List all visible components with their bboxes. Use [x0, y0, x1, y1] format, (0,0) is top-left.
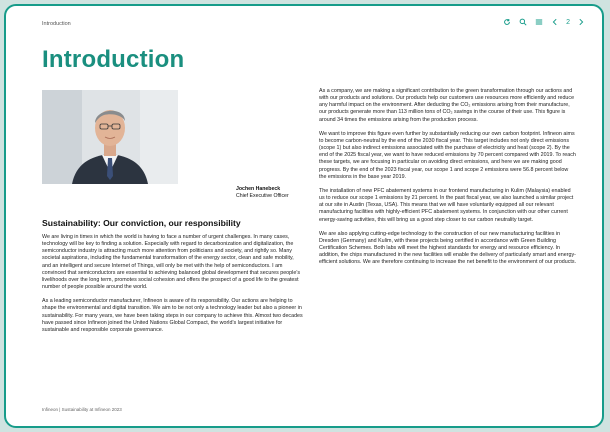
- paragraph: We are living in times in which the world is having to face a number of urgent challenges. In many cases, technology will be key to finding a solution. Especially with regard to decarbonization and digitalization, the semiconductor industry is attracting much more attention from politicians and society, and rightly so. Many societal aspirations, including the fundamental transformation of the energy sector, clean and safe mobility, and an intelligent and secure Internet of Things, will only be met with the help of semiconductors. I am convinced that semiconductors are essential to achieving balanced global development that secures people’s livelihoods over the long term, promotes social cohesion and offers the prospect of a good life to the greatest number of people possible around the world.: [42, 234, 301, 291]
- caption-name: Jochen Hanebeck: [236, 186, 281, 192]
- right-text-column: [319, 88, 577, 273]
- top-navigation: [502, 17, 586, 27]
- paragraph: We are also applying cutting-edge technology to the construction of our new manufacturing facilities in Dresden (Germany) and Kulim, with these projects being certified in accordance with Green Building Certification Schemes. Both labs will meet the highest standards for energy and resource efficiency. In addition, the chips manufactured in the new facilities will enable the delivery of particularly smart and energy-efficient solutions. We are therefore continuing to increase the net benefit to the environment of our products.: [319, 230, 577, 266]
- section-subheading: Sustainability: Our conviction, our responsibility: [42, 218, 241, 228]
- arrow-right-icon[interactable]: [576, 17, 586, 27]
- ceo-portrait-photo: [42, 90, 178, 184]
- page-number: 2: [566, 18, 570, 26]
- photo-caption: [236, 186, 289, 200]
- paragraph: As a leading semiconductor manufacturer, Infineon is aware of its responsibility. Our actions are helping to shape the environmental and digital transition. We aim to be not only a technology leader but also a pioneer in sustainability. For many years, we have been taking steps in our company to achieve this. Almost two decades have passed since Infineon joined the United Nations Global Compact, the world’s largest initiative for sustainable and responsible corporate governance.: [42, 298, 303, 333]
- left-text-column: [42, 234, 304, 341]
- page-footer: Infineon | Sustainability at Infineon 2023: [42, 407, 122, 412]
- page-title: Introduction: [42, 46, 185, 73]
- search-icon[interactable]: [518, 17, 528, 27]
- document-page: [4, 4, 604, 428]
- paragraph: The installation of new PFC abatement systems in our frontend manufacturing in Kulim (Malaysia) enabled us to reduce our scope 1 emissions by 21 percent. In the past fiscal year, we also launched a similar project at our site in Austin (Texas, USA). This means that we will have voluntarily equipped all our relevant manufacturing facilities with highly-efficient PFC abatement systems. In conjunction with our other current energy-saving activities, this will bring us a good step closer to our carbon neutrality target.: [319, 187, 574, 223]
- refresh-icon[interactable]: [502, 17, 512, 27]
- menu-icon[interactable]: [534, 17, 544, 27]
- section-label: Introduction: [42, 21, 71, 27]
- caption-role: Chief Executive Officer: [236, 193, 289, 200]
- paragraph: As a company, we are making a significant contribution to the green transformation through our actions and with our products and solutions. Our products help our customers use resources more efficiently and reduce any harmful impact on the environment. After deducting the CO₂ emissions arising from their manufacture, our products generate more than 113 million tons of CO₂ savings in the course of their use. This figure is around 34 times the emissions arising from the production process.: [319, 88, 575, 123]
- paragraph: We want to improve this figure even further by substantially reducing our own carbon footprint. Infineon aims to become carbon-neutral by the end of the 2030 fiscal year. This target includes not only direct emissions (scope 1) but also indirect emissions associated with the purchase of electricity and heat (scope 2). By the end of the 2025 fiscal year, we want to have reduced emissions by 70 percent compared with 2019. To reach these targets, we are focusing in particular on avoiding direct emissions, and here we are making good progress. By the end of the 2023 fiscal year, our scope 1 and scope 2 emissions were 56.8 percent below the emissions in the base year 2019.: [319, 130, 576, 180]
- arrow-left-icon[interactable]: [550, 17, 560, 27]
